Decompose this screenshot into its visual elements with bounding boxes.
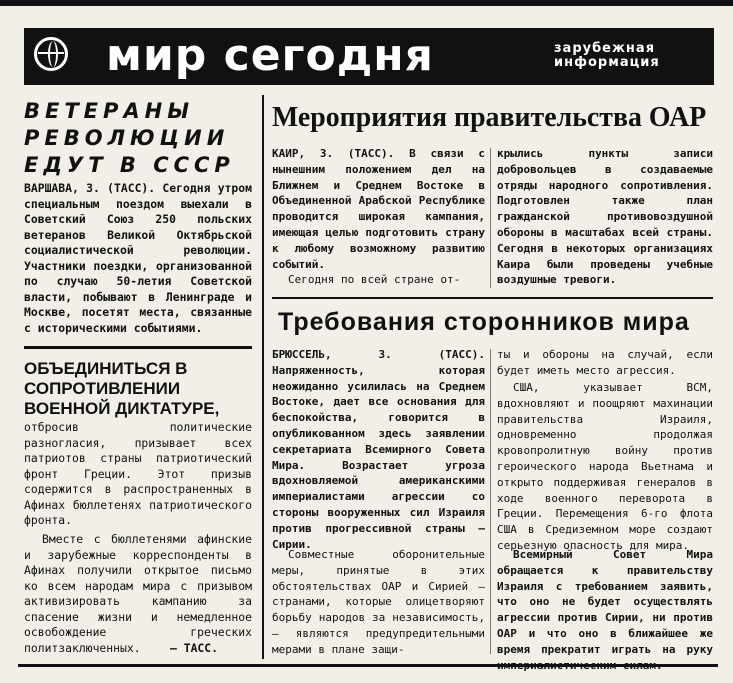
oar-headline: Мероприятия правительства ОАР <box>272 101 707 133</box>
section-banner <box>24 28 714 85</box>
top-rule <box>0 0 733 6</box>
tass-signature: — ТАСС. <box>170 641 219 655</box>
bottom-rule <box>18 664 718 667</box>
right-divider <box>272 297 713 299</box>
peace-headline: Требования сторонников мира <box>278 308 690 336</box>
section-subtitle: зарубежная информация <box>554 41 660 70</box>
oar-body-col2: крылись пункты записи добровольцев в создаваемые отряды народного сопротивления. Подготовлен также план гражданской противовоздушной обороны в масштабах всей страны. Сегодня в некоторых организациях Каира были проведены учебные воздушные тревоги. <box>497 147 713 287</box>
section-title: мир сегодня <box>106 30 434 81</box>
unite-body: отбросив политические разногласия, призывает всех патриотов страны патриотический фронт Греции. Этот призыв содержится в распространенных в Афинах бюллетенях патриотического фронта. <box>24 420 252 527</box>
peace-body-col2: ты и обороны на случай, если будет иметь место агрессия. <box>497 348 713 377</box>
peace-body-col1: БРЮССЕЛЬ, 3. (ТАСС). Напряженность, которая неожиданно усилилась на Среднем Востоке, дает все основания для беспокойства, говорится в опубликованном здесь заявлении секретариата Всемирного Совета Мира. Возрастает угроза вдохновляемой американскими империалистами агрессии со стороны вооруженных сил Израиля против прогрессивной страны — Сирии. <box>272 348 485 551</box>
oar-body-col1-cont: Сегодня по всей стране от- <box>288 273 461 286</box>
veterans-body: ВАРШАВА, 3. (ТАСС). Сегодня утром специальным поездом выехали в Советский Союз 250 польских ветеранов Великой Октябрьской социалистической революции. Участники поездки, организованной по случаю 50-летия Советской власти, побывают в Ленинграде и Москве, посетят места, связанные с историческими событиями. <box>24 181 252 335</box>
oar-column-separator <box>490 148 491 288</box>
peace-column-separator <box>490 349 491 654</box>
peace-body-col2-cont: США, указывает ВСМ, вдохновляют и поощряют махинации правительства Израиля, одновременно продолжая кровопролитную войну против героического народа Вьетнама и открыто поддерживая генералов в ходе военного переворота в Греции. Перемещения 6-го флота США в Средиземном море создают серьезную опасность для мира. <box>497 381 713 552</box>
veterans-headline: ВЕТЕРАНЫ РЕВОЛЮЦИИ ЕДУТ В СССР <box>24 99 235 177</box>
unite-body-2: Вместе с бюллетенями афинские и зарубежные корреспонденты в Афинах получили открытое письмо ко всем народам мира с призывом активизировать кампанию за спасение жизни и немедленное освобождение греческих политзаключенных. <box>24 532 252 655</box>
peace-body-col1-cont: Совместные оборонительные меры, принятые в этих обстоятельствах ОАР и Сирией — странами, которые олицетворяют борьбу народов за независимость, — являются предупредительными мерами в плане защи- <box>272 548 485 656</box>
globe-icon <box>34 37 68 71</box>
column-rule <box>262 95 264 659</box>
oar-body-col1: КАИР, 3. (ТАСС). В связи с нынешним положением дел на Ближнем и Среднем Востоке в Объединенной Арабской Республике проводится широкая кампания, имеющая целью подготовить страну к любому возможному развитию событий. <box>272 147 485 271</box>
left-divider <box>24 346 252 349</box>
unite-headline: ОБЪЕДИНИТЬСЯ В СОПРОТИВЛЕНИИ ВОЕННОЙ ДИКТАТУРЕ, <box>24 359 220 418</box>
peace-body-col2-end: Всемирный Совет Мира обращается к правительству Израиля с требованием заявить, что оно не будет осуществлять агрессии против Сирии, ни против ОАР и что оно в ближайшее же время прекратит играть на руку <box>497 548 713 656</box>
